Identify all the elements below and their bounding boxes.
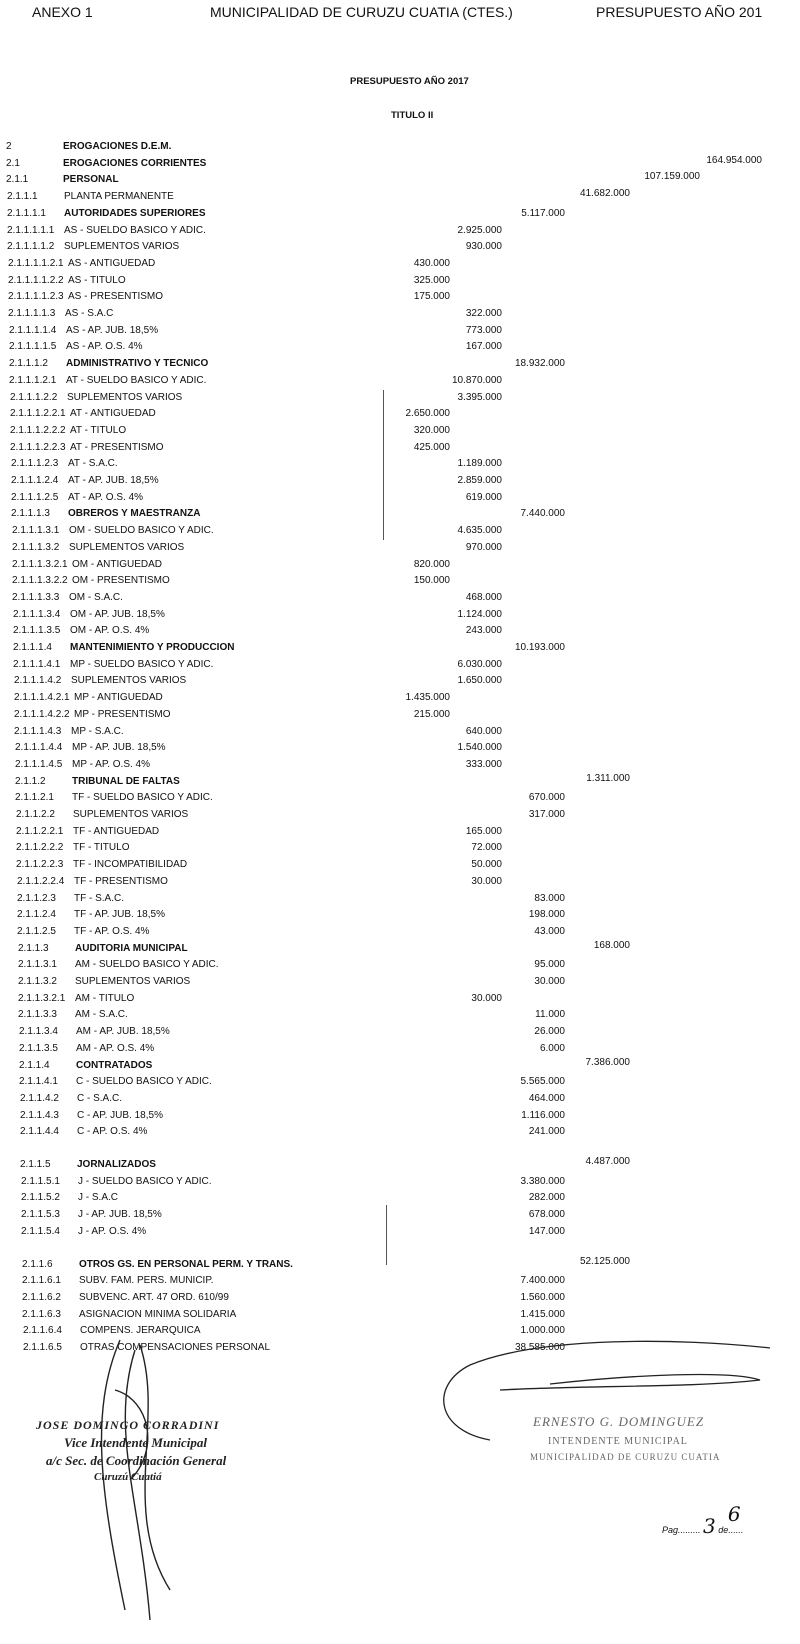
row-code: 2.1.1.1.1.3 (8, 308, 56, 319)
row-description: PERSONAL (63, 174, 119, 186)
row-amount: 1.415.000 (520, 1308, 565, 1320)
row-code: 2.1.1.4.4 (20, 1126, 59, 1138)
row-code: 2.1.1.1.3.2 (12, 541, 60, 553)
row-code: 2.1.1.3.2 (18, 976, 57, 987)
row-code: 2.1.1.1.2.5 (11, 491, 59, 503)
row-code: 2.1.1.1.2.2.1 (10, 408, 66, 420)
row-amount: 18.932.000 (514, 358, 565, 370)
row-code: 2.1.1.1.1.4 (9, 324, 57, 336)
row-code: 2.1.1.1.3.2.1 (12, 558, 68, 570)
row-amount: 325.000 (413, 274, 450, 286)
row-code: 2.1.1.1.2.4 (11, 475, 59, 486)
row-description: OM - PRESENTISMO (72, 575, 170, 587)
row-description: J - SUELDO BASICO Y ADIC. (78, 1175, 212, 1187)
row-amount: 7.400.000 (520, 1275, 565, 1287)
row-description: AT - PRESENTISMO (70, 441, 164, 453)
row-amount: 322.000 (465, 308, 502, 319)
row-description: COMPENS. JERARQUICA (80, 1325, 201, 1337)
row-amount: 26.000 (534, 1026, 565, 1038)
row-description: MP - SUELDO BASICO Y ADIC. (70, 658, 214, 670)
row-amount: 72.000 (471, 842, 502, 854)
row-amount: 7.386.000 (585, 1056, 630, 1068)
row-description: TF - S.A.C. (74, 892, 124, 904)
row-code: 2.1.1.1.3.5 (13, 625, 61, 637)
row-code: 2.1.1.1 (7, 191, 38, 203)
page-label: Pag. (662, 1525, 681, 1535)
row-description: TF - INCOMPATIBILIDAD (73, 859, 188, 871)
row-amount: 5.565.000 (520, 1076, 565, 1088)
row-amount: 10.870.000 (451, 374, 502, 386)
row-code: 2.1.1.1.1.2.2 (8, 274, 64, 286)
row-amount: 3.395.000 (457, 391, 502, 403)
row-description: TF - ANTIGUEDAD (73, 825, 160, 837)
row-code: 2.1.1.5 (20, 1159, 51, 1170)
row-code: 2.1.1.1.2.3 (11, 458, 59, 470)
annex-label: ANEXO 1 (32, 4, 93, 20)
row-code: 2.1.1.1.1.2.3 (8, 291, 64, 303)
row-description: MP - ANTIGUEDAD (74, 692, 163, 704)
row-description: EROGACIONES D.E.M. (63, 141, 172, 152)
row-code: 2.1.1.3.5 (19, 1042, 58, 1054)
row-amount: 317.000 (528, 809, 565, 820)
row-description: C - AP. JUB. 18,5% (77, 1109, 163, 1121)
row-code: 2.1.1.5.2 (21, 1192, 60, 1204)
row-amount: 1.116.000 (521, 1109, 565, 1121)
row-code: 2.1.1.1.4.2 (14, 675, 62, 687)
row-amount: 52.125.000 (579, 1255, 630, 1267)
row-code: 2.1.1.3.1 (18, 959, 57, 971)
row-amount: 167.000 (465, 341, 502, 353)
signature-right-office: MUNICIPALIDAD DE CURUZU CUATIA (530, 1452, 721, 1462)
row-code: 2.1.1.1.2 (9, 358, 48, 370)
signature-right-name: ERNESTO G. DOMINGUEZ (533, 1414, 705, 1429)
row-code: 2.1.1.6.1 (22, 1275, 61, 1287)
row-description: ADMINISTRATIVO Y TECNICO (66, 358, 209, 370)
row-description: CONTRATADOS (76, 1059, 153, 1071)
row-code: 2.1.1.2.2.1 (16, 825, 64, 837)
row-description: OM - AP. O.S. 4% (70, 625, 150, 637)
row-code: 2.1.1.4 (19, 1059, 50, 1071)
page-current: 3 (703, 1514, 716, 1538)
row-amount: 150.000 (413, 575, 450, 587)
row-code: 2.1.1.1.3.1 (12, 525, 60, 537)
row-description: AT - S.A.C. (68, 458, 118, 470)
row-amount: 1.560.000 (520, 1291, 565, 1303)
row-amount: 11.000 (535, 1009, 565, 1021)
row-code: 2.1.1.1.2.2.3 (10, 441, 66, 453)
row-code: 2.1.1.2.1 (15, 792, 54, 804)
row-code: 2.1.1.1.4.5 (15, 758, 63, 770)
row-amount: 30.000 (471, 992, 502, 1004)
row-description: MP - S.A.C. (71, 725, 124, 737)
row-amount: 2.859.000 (457, 475, 502, 486)
row-amount: 1.650.000 (457, 675, 502, 687)
row-description: SUPLEMENTOS VARIOS (69, 541, 185, 553)
row-code: 2.1.1.3.2.1 (18, 992, 66, 1004)
row-code: 2.1.1.1.3 (11, 508, 50, 520)
row-description: AM - AP. JUB. 18,5% (76, 1026, 170, 1038)
row-description: AS - AP. O.S. 4% (66, 341, 143, 353)
row-code: 2.1.1 (6, 174, 29, 186)
row-amount: 678.000 (528, 1209, 565, 1221)
row-description: JORNALIZADOS (77, 1159, 156, 1170)
row-amount: 1.124.000 (457, 608, 502, 620)
row-description: AM - TITULO (75, 992, 135, 1004)
row-amount: 10.193.000 (514, 642, 565, 653)
row-description: MP - AP. JUB. 18,5% (72, 742, 166, 754)
row-description: PLANTA PERMANENTE (64, 191, 174, 203)
row-amount: 1.000.000 (520, 1325, 565, 1337)
row-amount: 773.000 (465, 324, 502, 336)
row-amount: 619.000 (465, 491, 502, 503)
row-code: 2.1.1.1.2.2 (10, 391, 58, 403)
row-amount: 4.487.000 (585, 1156, 630, 1167)
row-description: AM - SUELDO BASICO Y ADIC. (75, 959, 219, 971)
row-description: C - SUELDO BASICO Y ADIC. (76, 1076, 212, 1088)
budget-year-header: PRESUPUESTO AÑO 201 (596, 4, 763, 20)
row-code: 2.1.1.6.4 (23, 1325, 62, 1337)
row-code: 2.1 (6, 157, 20, 169)
row-description: SUPLEMENTOS VARIOS (73, 809, 189, 820)
row-amount: 30.000 (534, 976, 565, 987)
row-description: SUBVENC. ART. 47 ORD. 610/99 (79, 1291, 229, 1303)
row-description: AS - S.A.C (65, 308, 114, 319)
row-code: 2.1.1.2.2.3 (16, 859, 64, 871)
row-amount: 6.030.000 (457, 658, 502, 670)
row-description: AT - ANTIGUEDAD (70, 408, 156, 420)
row-description: TRIBUNAL DE FALTAS (72, 775, 180, 787)
row-amount: 3.380.000 (520, 1175, 565, 1187)
row-description: EROGACIONES CORRIENTES (63, 157, 207, 169)
row-code: 2.1.1.5.3 (21, 1209, 60, 1221)
row-description: AT - AP. O.S. 4% (68, 491, 144, 503)
row-code: 2.1.1.3.4 (19, 1026, 58, 1038)
row-amount: 4.635.000 (457, 525, 502, 537)
row-amount: 425.000 (413, 441, 450, 453)
row-amount: 215.000 (413, 708, 450, 720)
signature-left-name: JOSE DOMINGO CORRADINI (36, 1418, 220, 1432)
row-amount: 930.000 (465, 241, 502, 253)
row-code: 2.1.1.2.4 (17, 909, 56, 921)
row-code: 2.1.1.6.3 (22, 1308, 61, 1320)
row-code: 2.1.1.2.2 (16, 809, 55, 820)
row-amount: 38.585.000 (514, 1342, 565, 1353)
row-amount: 670.000 (528, 792, 565, 804)
municipality-title: MUNICIPALIDAD DE CURUZU CUATIA (CTES.) (210, 4, 513, 20)
row-code: 2.1.1.2.2.4 (17, 875, 65, 887)
row-code: 2.1.1.5.4 (21, 1225, 60, 1237)
row-code: 2.1.1.4.1 (19, 1076, 58, 1088)
row-code: 2.1.1.1.1.5 (9, 341, 57, 353)
row-description: OM - ANTIGUEDAD (72, 558, 163, 570)
row-amount: 1.435.000 (405, 692, 450, 704)
signature-left-office: a/c Sec. de Coordinación General (46, 1453, 227, 1468)
row-amount: 333.000 (465, 758, 502, 770)
row-description: TF - AP. O.S. 4% (74, 925, 150, 937)
row-amount: 165.000 (465, 825, 502, 837)
signature-left-place: Curuzú Cuatiá (94, 1471, 162, 1483)
handwritten-signature-icon (430, 1340, 770, 1450)
row-description: C - AP. O.S. 4% (77, 1126, 148, 1138)
page-total: 6 (727, 1502, 741, 1526)
row-code: 2.1.1.1.4.4 (15, 742, 63, 754)
page-number: Pag......... 3 de...... 6 (662, 1502, 744, 1538)
row-code: 2.1.1.3 (18, 942, 49, 954)
row-code: 2.1.1.6 (22, 1258, 53, 1270)
row-amount: 320.000 (413, 424, 450, 436)
row-amount: 2.650.000 (405, 408, 450, 420)
row-code: 2.1.1.4.3 (20, 1109, 59, 1121)
row-description: SUBV. FAM. PERS. MUNICIP. (79, 1275, 214, 1287)
row-description: SUPLEMENTOS VARIOS (64, 241, 180, 253)
row-code: 2.1.1.1.3.4 (13, 608, 61, 620)
row-amount: 83.000 (534, 892, 565, 904)
row-description: OM - S.A.C. (69, 591, 123, 603)
row-description: SUPLEMENTOS VARIOS (75, 976, 191, 987)
row-code: 2.1.1.1.4.2.1 (14, 692, 70, 704)
row-code: 2.1.1.3.3 (18, 1009, 57, 1021)
row-code: 2.1.1.1.2.2.2 (10, 424, 66, 436)
row-description: J - AP. JUB. 18,5% (78, 1209, 162, 1221)
row-code: 2.1.1.2 (15, 775, 46, 787)
row-code: 2.1.1.1.4.3 (14, 725, 62, 737)
row-code: 2.1.1.6.5 (23, 1342, 62, 1353)
row-description: J - S.A.C (78, 1192, 119, 1204)
row-amount: 430.000 (413, 257, 450, 269)
row-description: AUTORIDADES SUPERIORES (64, 207, 206, 219)
row-description: J - AP. O.S. 4% (78, 1225, 147, 1237)
row-code: 2.1.1.2.5 (17, 925, 56, 937)
row-amount: 1.189.000 (457, 458, 502, 470)
row-code: 2.1.1.2.3 (17, 892, 56, 904)
row-description: TF - SUELDO BASICO Y ADIC. (72, 792, 213, 804)
row-amount: 7.440.000 (520, 508, 565, 520)
row-description: MANTENIMIENTO Y PRODUCCION (70, 642, 235, 653)
row-amount: 147.000 (528, 1225, 565, 1237)
row-amount: 30.000 (471, 875, 502, 887)
row-description: AUDITORIA MUNICIPAL (75, 942, 188, 954)
row-amount: 1.311.000 (586, 772, 630, 784)
row-amount: 464.000 (528, 1092, 565, 1104)
page-of-label: de (718, 1525, 729, 1535)
row-description: OTRAS COMPENSACIONES PERSONAL (80, 1342, 271, 1353)
row-amount: 820.000 (413, 558, 450, 570)
row-code: 2.1.1.1.2.1 (9, 374, 57, 386)
row-description: TF - TITULO (73, 842, 130, 854)
row-description: C - S.A.C. (77, 1092, 123, 1104)
row-description: ASIGNACION MINIMA SOLIDARIA (79, 1308, 237, 1320)
row-code: 2.1.1.4.2 (20, 1092, 59, 1104)
row-amount: 2.925.000 (457, 224, 502, 236)
document-subtitle: TITULO II (391, 110, 434, 121)
row-description: AT - SUELDO BASICO Y ADIC. (66, 374, 207, 386)
row-amount: 164.954.000 (706, 154, 762, 166)
row-description: OM - SUELDO BASICO Y ADIC. (69, 525, 214, 537)
row-description: AS - PRESENTISMO (68, 291, 164, 303)
row-amount: 468.000 (465, 591, 502, 603)
row-amount: 5.117.000 (521, 207, 565, 219)
row-description: AT - AP. JUB. 18,5% (68, 475, 159, 486)
row-code: 2.1.1.1.1.2.1 (8, 257, 64, 269)
row-description: MP - PRESENTISMO (74, 708, 171, 720)
row-description: SUPLEMENTOS VARIOS (67, 391, 183, 403)
row-amount: 107.159.000 (644, 171, 700, 183)
row-description: AM - AP. O.S. 4% (76, 1042, 155, 1054)
row-description: TF - AP. JUB. 18,5% (74, 909, 165, 921)
row-code: 2.1.1.6.2 (22, 1291, 61, 1303)
row-description: OM - AP. JUB. 18,5% (70, 608, 165, 620)
row-code: 2.1.1.1.1.2 (7, 241, 55, 253)
document-title: PRESUPUESTO AÑO 2017 (350, 76, 469, 87)
row-amount: 1.540.000 (457, 742, 502, 754)
row-description: OBREROS Y MAESTRANZA (68, 508, 201, 520)
row-code: 2.1.1.1.4.2.2 (14, 708, 70, 720)
row-description: TF - PRESENTISMO (74, 875, 168, 887)
row-code: 2.1.1.1.3.2.2 (12, 575, 68, 587)
row-description: AT - TITULO (70, 424, 127, 436)
row-amount: 6.000 (539, 1042, 565, 1054)
row-amount: 198.000 (528, 909, 565, 921)
row-code: 2.1.1.1.3.3 (12, 591, 60, 603)
row-code: 2 (6, 141, 12, 152)
row-code: 2.1.1.1.4 (13, 642, 52, 653)
row-amount: 241.000 (528, 1126, 565, 1138)
row-amount: 282.000 (528, 1192, 565, 1204)
row-amount: 95.000 (534, 959, 565, 971)
signature-right-role: INTENDENTE MUNICIPAL (548, 1436, 688, 1447)
row-amount: 640.000 (465, 725, 502, 737)
row-description: AS - ANTIGUEDAD (68, 257, 156, 269)
row-description: AS - AP. JUB. 18,5% (66, 324, 159, 336)
row-description: MP - AP. O.S. 4% (72, 758, 150, 770)
row-amount: 168.000 (593, 939, 630, 951)
row-amount: 50.000 (471, 859, 502, 871)
row-code: 2.1.1.2.2.2 (16, 842, 64, 854)
row-code: 2.1.1.1.4.1 (13, 658, 61, 670)
row-amount: 43.000 (534, 925, 565, 937)
row-code: 2.1.1.1.1 (7, 207, 46, 219)
row-code: 2.1.1.1.1.1 (7, 224, 55, 236)
row-description: AM - S.A.C. (75, 1009, 128, 1021)
row-description: AS - SUELDO BASICO Y ADIC. (64, 224, 206, 236)
row-amount: 175.000 (413, 291, 450, 303)
row-amount: 41.682.000 (579, 188, 630, 200)
row-amount: 970.000 (465, 541, 502, 553)
signature-left-role: Vice Intendente Municipal (64, 1435, 208, 1450)
row-description: OTROS GS. EN PERSONAL PERM. Y TRANS. (79, 1258, 293, 1270)
row-amount: 243.000 (465, 625, 502, 637)
row-description: SUPLEMENTOS VARIOS (71, 675, 187, 687)
row-code: 2.1.1.5.1 (21, 1175, 60, 1187)
row-description: AS - TITULO (68, 274, 126, 286)
